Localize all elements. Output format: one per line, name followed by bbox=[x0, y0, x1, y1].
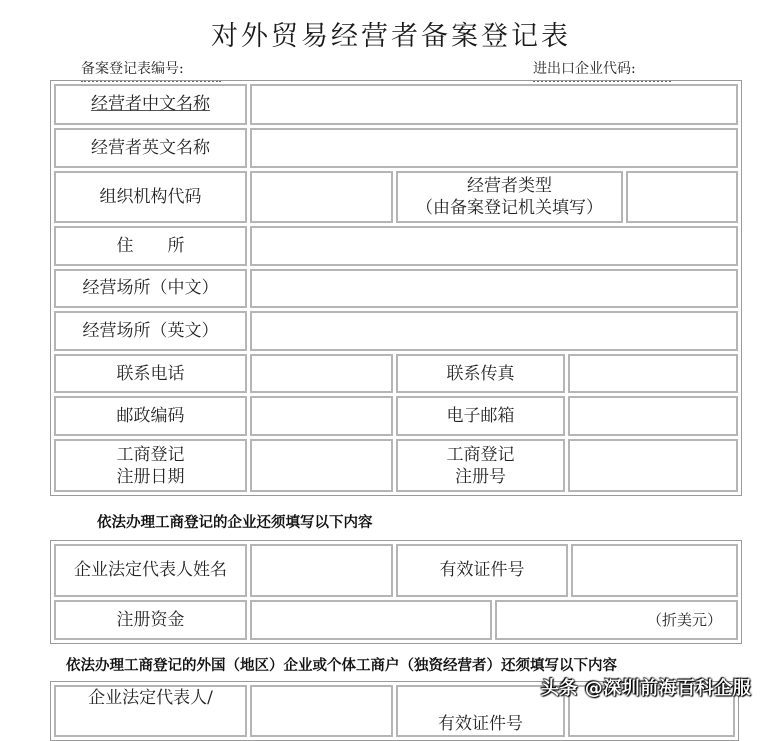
label-operator-type: 经营者类型 （由备案登记机关填写） bbox=[396, 171, 623, 223]
enterprise-table bbox=[50, 540, 742, 644]
section-enterprise-heading: 依法办理工商登记的企业还须填写以下内容 bbox=[97, 515, 373, 531]
field-name-en[interactable] bbox=[250, 128, 738, 169]
field-email[interactable] bbox=[568, 396, 738, 436]
label-email: 电子邮箱 bbox=[396, 396, 565, 436]
label-reg-date: 工商登记 注册日期 bbox=[54, 439, 247, 492]
label-legal-rep-partial: 企业法定代表人/ bbox=[54, 685, 247, 737]
field-reg-capital[interactable] bbox=[250, 600, 492, 640]
label-name-cn: 经营者中文名称 bbox=[54, 84, 247, 125]
usd-note: （折美元） bbox=[646, 610, 722, 629]
field-postcode[interactable] bbox=[250, 396, 393, 436]
label-legal-rep-name: 企业法定代表人姓名 bbox=[54, 544, 247, 597]
field-usd-capital[interactable] bbox=[495, 600, 738, 640]
section-foreign-heading: 依法办理工商登记的外国（地区）企业或个体工商户（独资经营者）还须填写以下内容 bbox=[66, 658, 617, 674]
label-postcode: 邮政编码 bbox=[54, 396, 247, 436]
field-reg-no[interactable] bbox=[568, 439, 738, 492]
label-reg-capital: 注册资金 bbox=[54, 600, 247, 640]
record-number-label: 备案登记表编号: bbox=[81, 60, 221, 82]
field-legal-rep-partial[interactable] bbox=[250, 685, 393, 737]
field-name-cn[interactable] bbox=[250, 84, 738, 125]
label-fax: 联系传真 bbox=[396, 354, 565, 394]
label-phone: 联系电话 bbox=[54, 354, 247, 394]
watermark: 头条 @深圳前海百科企服 bbox=[541, 678, 752, 699]
label-valid-id: 有效证件号 bbox=[396, 544, 568, 597]
field-phone[interactable] bbox=[250, 354, 393, 394]
field-org-code[interactable] bbox=[250, 171, 393, 223]
label-valid-id-partial: 有效证件号 bbox=[396, 685, 565, 737]
field-valid-id[interactable] bbox=[571, 544, 738, 597]
label-org-code: 组织机构代码 bbox=[54, 171, 247, 223]
field-address[interactable] bbox=[250, 226, 738, 266]
label-reg-no: 工商登记 注册号 bbox=[396, 439, 565, 492]
field-reg-date[interactable] bbox=[250, 439, 393, 492]
field-place-en[interactable] bbox=[250, 311, 738, 351]
field-place-cn[interactable] bbox=[250, 269, 738, 309]
field-fax[interactable] bbox=[568, 354, 738, 394]
field-legal-rep-name[interactable] bbox=[250, 544, 393, 597]
label-place-en: 经营场所（英文） bbox=[54, 311, 247, 351]
field-operator-type[interactable] bbox=[626, 171, 738, 223]
label-place-cn: 经营场所（中文） bbox=[54, 269, 247, 309]
form-title: 对外贸易经营者备案登记表 bbox=[211, 21, 571, 52]
label-name-en: 经营者英文名称 bbox=[54, 128, 247, 169]
label-address: 住 所 bbox=[54, 226, 247, 266]
ie-enterprise-code-label: 进出口企业代码: bbox=[533, 60, 671, 82]
registration-table bbox=[50, 80, 742, 496]
